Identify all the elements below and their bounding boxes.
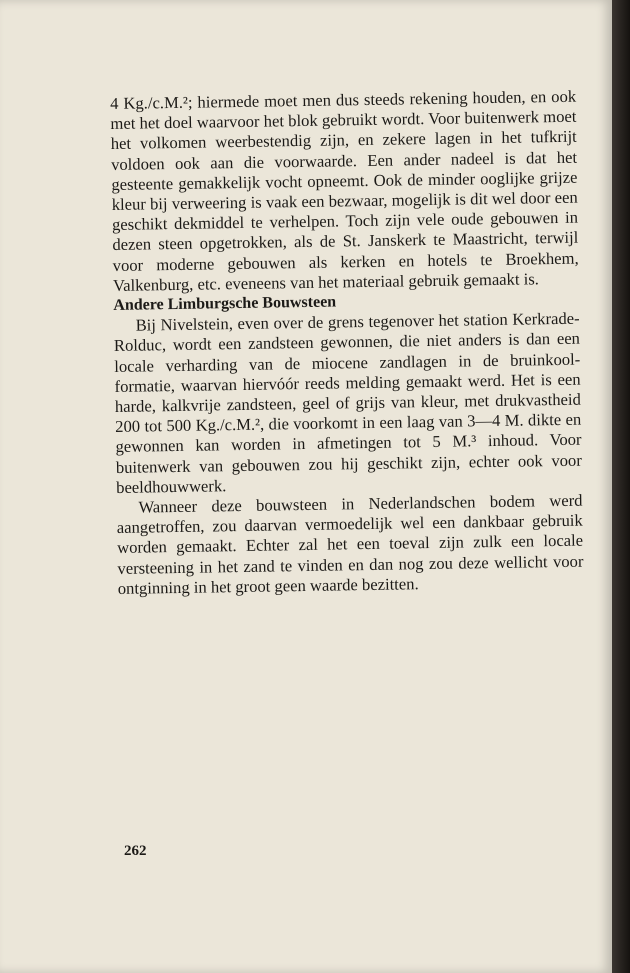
paragraph-2: Bij Nivelstein, even over de grens tegenover het station Kerkrade-Rolduc, wordt een zandsteen gewonnen, die niet anders is dan een locale verharding van de miocene zandlagen in de bruinkool-formatie, waarvan hiervóór reeds melding gemaakt werd. Het is een harde, kalkvrije zandsteen, geel of grijs van kleur, met drukvastheid 200 tot 500 Kg./c.M.², die voorkomt in een laag van 3—4 M. dikte en gewonnen kan worden in afmetingen tot 5 M.³ inhoud. Voor buitenwerk van gebouwen zou hij geschikt zijn, echter ook voor beeldhouwwerk. (113, 308, 582, 497)
page-number: 262 (124, 843, 147, 859)
section-heading: Andere Limburgsche Bouwsteen (113, 293, 337, 315)
text-block (110, 87, 584, 599)
paragraph-3: Wanneer deze bouwsteen in Nederlandschen bodem werd aangetroffen, zou daarvan vermoedelijk wel een dankbaar gebruik worden gemaakt. Echter zal het een toeval zijn zulk een locale versteening in het zand te vinden en dan nog zou deze wellicht voor ontginning in het groot geen waarde bezitten. (116, 490, 584, 598)
book-spine-shadow (612, 0, 630, 973)
paragraph-1: 4 Kg./c.M.²; hiermede moet men dus steeds rekening houden, en ook met het doel waarvoor het blok gebruikt wordt. Voor buitenwerk moet het volkomen weerbestendig zijn, en zekere lagen in het tufkrijt voldoen ook aan die voorwaarde. Een ander nadeel is dat het gesteente gemakkelijk vocht opneemt. Ook de minder ooglijke grijze kleur bij verweering is vaak een bezwaar, mogelijk is dit wel door een geschikt dekmiddel te verhelpen. Toch zijn vele oude gebouwen in dezen steen opgetrokken, als de St. Janskerk te Maastricht, terwijl voor moderne gebouwen als kerken en hotels te Broekhem, Valkenburg, etc. eveneens van het materiaal gebruik gemaakt is. (110, 86, 579, 295)
